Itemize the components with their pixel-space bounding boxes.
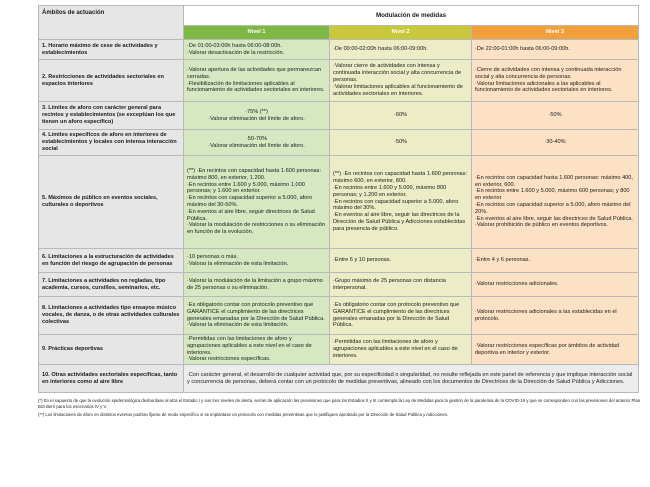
nivel-1-cell bbox=[184, 249, 330, 273]
measure-line: ·Grupo máximo de 25 personas con distancia interpersonal. bbox=[333, 277, 446, 291]
footnote-2: (**) Los limitaciones de aforo en distintos eventos podrían fijarse de modo específico si se implantase un protocolo con medidas preventivas que lo justifiquen aprobado por la Dirección de Salud Pública y Adicciones. bbox=[38, 412, 449, 417]
header-row bbox=[39, 6, 639, 26]
measure-line: ·Valorar restricciones adicionales a las establecidas en el protocolo. bbox=[475, 308, 617, 322]
general-measure-cell: ·Con carácter general, el desarrollo de cualquier actividad que, por su especificidad o singularidad, no resulte reflejada en este panel de referencia y que implique interacción social y concurrencia de personas, deberá contar con un protocolo de medidas preventivas, alineado con los documentos de Directrices de la Dirección de Salud Pública y Adicciones. bbox=[184, 365, 639, 393]
measure-line: ·Valorar prohibición de público en eventos deportivos. bbox=[475, 222, 608, 229]
measure-line: (**) ·En recintos con capacidad hasta 1.600 personas: máximo 800, en exterior, 1.200. bbox=[187, 167, 322, 181]
nivel-2-cell bbox=[330, 60, 472, 102]
nivel-3-cell bbox=[472, 60, 639, 102]
measure-line: ·Valorar cierre de actividades con intensa y continuada interacción social y alta concurrencia de personas. bbox=[333, 63, 462, 84]
measure-line: ·En eventos al aire libre, seguir directrices de Salud Pública. bbox=[187, 208, 315, 222]
nivel-2-header: Nivel 2 bbox=[330, 26, 472, 40]
measure-line: ·Es obligatorio contar con protocolo preventivo que GARANTICE el cumplimiento de las directrices generales emanadas por la Dirección de Salud Pública. bbox=[187, 301, 325, 322]
table-row bbox=[39, 102, 639, 130]
nivel-3-cell bbox=[472, 130, 639, 156]
measure-line: ·Cierre de actividades con intensa y continuada interacción social y alta concurrencia de personas. bbox=[475, 66, 622, 80]
measures-table bbox=[38, 5, 639, 393]
measure-line: ·En recintos con capacidad superior a 5.000, aforo máximo del 20%. bbox=[475, 202, 631, 215]
table-row bbox=[39, 365, 639, 393]
measure-line: ·Valorar limitaciones aplicables al funcionamiento de actividades sectoriales en interiores. bbox=[333, 83, 463, 97]
measure-line: ·Es obligatorio contar con protocolo preventivo que GARANTICE el cumplimiento de las directrices generales emanadas por la Dirección de Salud Pública. bbox=[333, 301, 460, 329]
ambito-cell: 5. Máximos de público en eventos sociales, culturales o deportivos bbox=[39, 156, 184, 249]
measure-line: (**) ·En recintos con capacidad hasta 1.600 personas: máximo 600, en exterior, 800. bbox=[333, 171, 468, 185]
nivel-1-cell bbox=[184, 102, 330, 130]
measure-line: ·Valorar la modulación de la limitación a grupo máximo de 25 personas o su eliminación. bbox=[187, 277, 323, 291]
measure-line: ·50% bbox=[548, 112, 562, 119]
nivel-2-cell bbox=[330, 130, 472, 156]
measure-line: ·Valorar restricciones específicas. bbox=[187, 356, 271, 363]
measure-line: ·De 22:00-01:00h hasta 06:00-09:00h. bbox=[475, 46, 570, 53]
measure-line: ·75% (**) bbox=[245, 108, 268, 115]
table-row bbox=[39, 273, 639, 297]
measure-line: ·De 00:00-02:00h hasta 06:00-09:00h. bbox=[333, 46, 428, 53]
nivel-2-cell bbox=[330, 297, 472, 335]
measure-line: ·60% bbox=[393, 112, 408, 119]
nivel-3-cell bbox=[472, 102, 639, 130]
measure-line: ·Entre 6 y 10 personas. bbox=[333, 257, 392, 264]
measure-line: ·Valorar la modulación de restricciones o su eliminación en función de la evolución. bbox=[187, 222, 325, 236]
nivel-1-cell bbox=[184, 60, 330, 102]
measure-line: ·Entre 4 y 6 personas. bbox=[475, 257, 531, 264]
nivel-3-cell bbox=[472, 335, 639, 365]
measure-line: ·En recintos entre 1.600 y 5.000, máximo 1.000 personas; y 1.600 en exterior. bbox=[187, 181, 305, 195]
nivel-1-cell bbox=[184, 156, 330, 249]
ambito-cell: 2. Restricciones de actividades sectoriales en espacios interiores bbox=[39, 60, 184, 102]
nivel-2-cell bbox=[330, 273, 472, 297]
nivel-3-cell bbox=[472, 297, 639, 335]
ambito-cell: 3. Límites de aforo con carácter general para recintos y establecimientos (se exceptúan los que tienen un aforo específico) bbox=[39, 102, 184, 130]
ambito-cell: 7. Limitaciones a actividades no regladas, tipo academia, cursos, cursillos, seminarios, etc. bbox=[39, 273, 184, 297]
table-row bbox=[39, 156, 639, 249]
modulacion-header: Modulación de medidas bbox=[184, 6, 639, 26]
nivel-3-cell bbox=[472, 273, 639, 297]
measure-line: ·Permitidas con las limitaciones de aforo y agrupaciones aplicables a este nivel en el caso de interiores. bbox=[333, 339, 458, 360]
measure-line: ·Valorar eliminación del límite de aforo. bbox=[208, 115, 305, 122]
measure-line: ·En recintos con capacidad superior a 5.000, aforo máximo del 30-50%. bbox=[187, 195, 313, 208]
measure-line: ·Flexibilización de limitaciones aplicables al funcionamiento de actividades sectoriales en interiores. bbox=[187, 80, 325, 94]
measure-line: ·En eventos al aire libre, seguir las directrices de la Dirección de Salud Pública y Adicciones establecidas para presencia de público. bbox=[333, 212, 466, 232]
measure-line: ·Valorar la eliminación de esta limitación. bbox=[187, 260, 289, 267]
measure-line: ·Valorar limitaciones adicionales a las aplicables al funcionamiento de actividades sectoriales en interiores. bbox=[475, 80, 613, 94]
table-row bbox=[39, 335, 639, 365]
nivel-1-cell bbox=[184, 130, 330, 156]
measure-line: ·30-40% bbox=[544, 139, 566, 146]
nivel-1-header: Nivel 1 bbox=[184, 26, 330, 40]
ambito-cell: 9. Prácticas deportivas bbox=[39, 335, 184, 365]
measure-line: ·En recintos con capacidad superior a 5.000, aforo máximo del 30%. bbox=[333, 198, 459, 212]
measure-line: ·En eventos al aire libre, seguir las directrices de Salud Pública. bbox=[475, 215, 633, 222]
ambitos-header: Ámbitos de actuación bbox=[39, 6, 184, 40]
measure-line: ·En recintos entre 1.600 y 5.000, máximo 600 personas; y 800 en exterior bbox=[475, 188, 630, 202]
nivel-3-cell bbox=[472, 249, 639, 273]
ambito-cell: 10. Otras actividades sectoriales específicas, tanto en interiores como al aire libre bbox=[39, 365, 184, 393]
measure-line: ·Valorar restricciones adicionales. bbox=[475, 281, 559, 288]
nivel-3-cell bbox=[472, 156, 639, 249]
nivel-2-cell bbox=[330, 335, 472, 365]
nivel-1-cell bbox=[184, 40, 330, 60]
ambito-cell: 4. Límites específicos de aforo en interiores de establecimientos y locales con intensa interacción social bbox=[39, 130, 184, 156]
ambito-cell: 1. Horario máximo de cese de actividades y establecimientos bbox=[39, 40, 184, 60]
measure-line: ·Valorar apertura de las actividades que permanezcan cerradas. bbox=[187, 66, 322, 80]
table-row bbox=[39, 249, 639, 273]
measure-line: ·50% bbox=[393, 139, 408, 146]
table-row bbox=[39, 130, 639, 156]
nivel-2-cell bbox=[330, 40, 472, 60]
nivel-3-cell bbox=[472, 40, 639, 60]
table-row bbox=[39, 297, 639, 335]
measures-table-body bbox=[39, 6, 639, 393]
measure-line: ·Valorar desactivación de la restricción. bbox=[187, 49, 285, 56]
measure-line: ·Valorar eliminación del límite de aforo. bbox=[208, 142, 305, 149]
table-row bbox=[39, 40, 639, 60]
measure-line: ·Valorar restricciones específicas por ámbitos de actividad deportiva en interior y exterior. bbox=[475, 342, 620, 356]
measure-line: ·10 personas o más. bbox=[187, 253, 238, 260]
nivel-2-cell bbox=[330, 249, 472, 273]
measure-line: ·Permitidas con las limitaciones de aforo y agrupaciones aplicables a este nivel en el caso de interiores. bbox=[187, 336, 312, 356]
nivel-3-header: Nivel 3 bbox=[472, 26, 639, 40]
nivel-1-cell bbox=[184, 297, 330, 335]
footnote-1: (*) En el supuesto de que la evolución epidemiológica desbordase al alza el Estadio I y sus tres niveles de alerta, serían de aplicación las previsiones que para los Estadios II y III contempla la Ley de Medidas para la gestión de la pandemia de la COVID-19 y que se corresponden con las previsiones del anterior Plan Bizi Berri para los escenarios IV y V. bbox=[38, 398, 641, 409]
measure-line: ·En recintos entre 1.600 y 5.000, máximo 800 personas; y 1.200 en exterior. bbox=[333, 184, 447, 198]
measure-line: ·Valorar la eliminación de esta limitación. bbox=[187, 322, 289, 329]
ambito-cell: 6. Limitaciones a la estructuración de actividades en función del riesgo de agrupación de personas bbox=[39, 249, 184, 273]
ambito-cell: 8. Limitaciones a actividades tipo ensayos músico vocales, de danza, o de otras actividades culturales colectivas bbox=[39, 297, 184, 335]
nivel-2-cell bbox=[330, 102, 472, 130]
nivel-1-cell bbox=[184, 335, 330, 365]
measure-line: ·50-70% bbox=[245, 135, 268, 142]
nivel-1-cell bbox=[184, 273, 330, 297]
measure-line: ·De 01:00-03:00h hasta 06:00-08:00h. bbox=[187, 42, 282, 49]
measure-line: ·En recintos con capacidad hasta 1.600 personas: máximo 400, en exterior, 600. bbox=[475, 174, 633, 188]
table-row bbox=[39, 60, 639, 102]
nivel-2-cell bbox=[330, 156, 472, 249]
